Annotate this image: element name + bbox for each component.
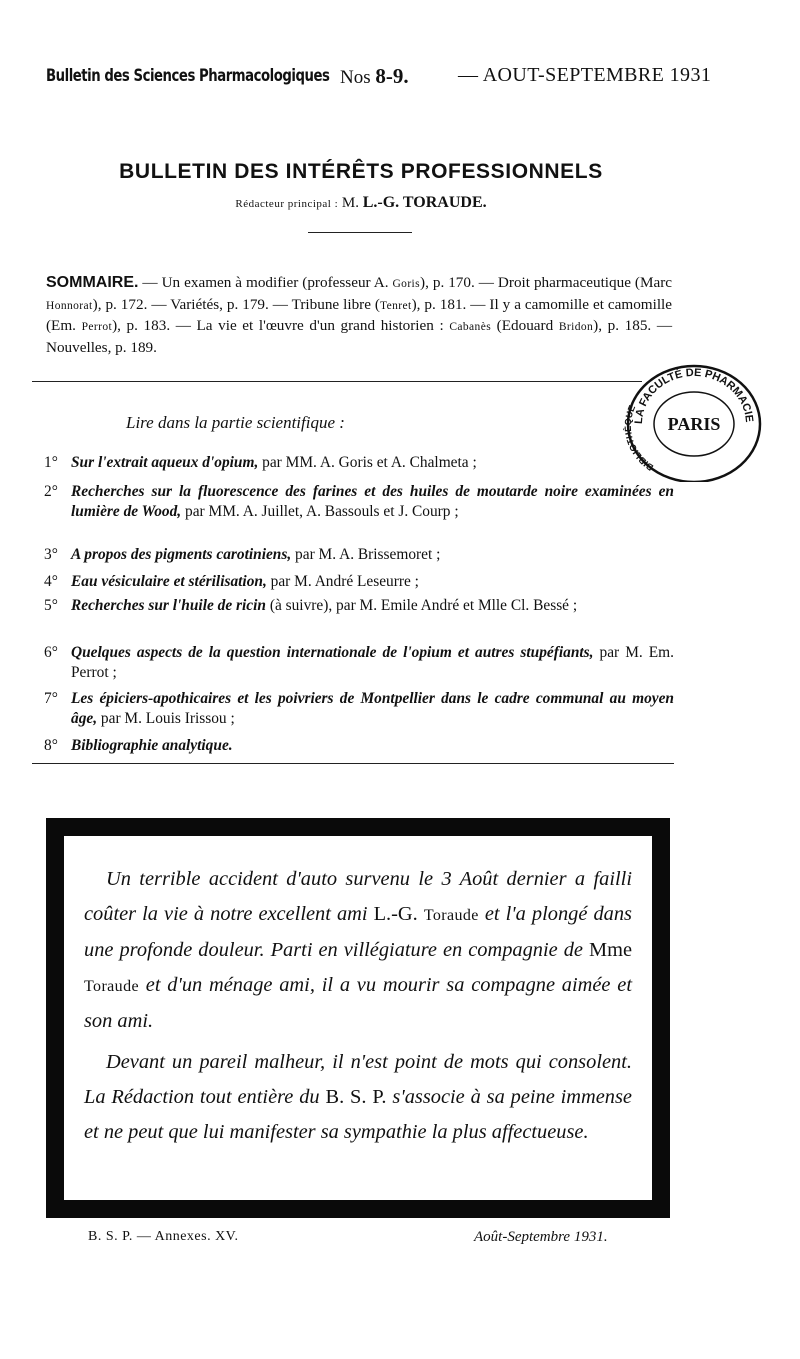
summary-label: SOMMAIRE. (46, 274, 139, 291)
item-number: 2° (44, 483, 58, 500)
mourning-notice (84, 862, 632, 1150)
item-title: Recherches sur l'huile de ricin (71, 597, 266, 614)
item-number: 8° (44, 737, 58, 754)
contents-item (44, 453, 674, 473)
contents-item (44, 482, 674, 521)
contents-item (44, 736, 674, 756)
summary-text: — Un examen à modifier (professeur A. (138, 274, 393, 291)
item-authors: par M. Louis Irissou ; (97, 709, 235, 727)
editor-line (0, 194, 722, 212)
item-authors: (à suivre), par M. Emile André et Mlle Cl. Bessé ; (265, 597, 578, 614)
page-title: BULLETIN DES INTÉRÊTS PROFESSIONNELS (119, 160, 603, 183)
item-number: 4° (44, 573, 58, 590)
item-authors: par MM. A. Juillet, A. Bassouls et J. Courp ; (181, 502, 459, 520)
notice-text: s'associe à sa peine immense et ne peut que lui manifester sa sympathie la plus affectueuse. (84, 1086, 632, 1143)
item-number: 3° (44, 546, 58, 563)
summary-text: ), p. 172. — Variétés, p. 179. — Tribune libre ( (92, 295, 380, 313)
title-divider (308, 232, 412, 233)
editor-label: Rédacteur principal : (235, 198, 339, 210)
stamp-ring-left-text: BIBLIOTHÈQUE (622, 403, 656, 473)
contents-divider (32, 763, 674, 764)
item-number: 1° (44, 454, 58, 471)
scientific-part-heading: Lire dans la partie scientifique : (126, 413, 345, 432)
contents-item (44, 596, 674, 616)
summary-text: ), p. 183. — La vie et l'œuvre d'un grand historien : (112, 317, 450, 335)
notice-name: Toraude (84, 978, 139, 995)
summary-author: Goris (392, 278, 421, 290)
summary-author: Bridon (558, 321, 594, 334)
notice-name: B. S. P. (325, 1086, 387, 1108)
issue-prefix: Nos (340, 67, 371, 88)
summary-text: (Edouard (491, 317, 559, 335)
editor-name-prefix: M. (341, 195, 359, 211)
issue-number (340, 64, 409, 89)
notice-paragraph (84, 1045, 632, 1150)
item-title: Quelques aspects de la question internationale de l'opium et autres stupéfiants, (71, 644, 594, 661)
journal-name: Bulletin des Sciences Pharmacologiques (46, 66, 330, 86)
footer-left: B. S. P. — Annexes. XV. (88, 1229, 239, 1244)
item-number: 6° (44, 644, 58, 661)
summary-author: Perrot (81, 321, 113, 334)
item-authors: par M. A. Brissemoret ; (291, 546, 441, 563)
section-divider (32, 381, 642, 382)
notice-text: Un terrible accident d'auto survenu le 3 Août dernier a failli coûter la vie à notre excellent ami (84, 868, 632, 925)
item-title: Les épiciers-apothicaires et les poivriers de Montpellier dans le cadre communal au moyen âge, (71, 690, 674, 727)
item-number: 7° (44, 690, 58, 707)
item-title: A propos des pigments carotiniens, (71, 546, 292, 563)
notice-name: Mme (588, 939, 632, 961)
notice-text: Devant un pareil malheur, il n'est point de mots qui consolent. La Rédaction tout entière du (84, 1051, 632, 1108)
issue-date: — AOUT-SEPTEMBRE 1931 (458, 64, 712, 86)
notice-name: Toraude (423, 907, 479, 924)
stamp-ring-text: LA FACULTÉ DE PHARMACIE (632, 366, 756, 425)
summary-author: Tenret (379, 299, 412, 312)
summary-text: ), p. 170. — Droit pharmaceutique (Marc (420, 274, 673, 291)
notice-name: L.-G. (373, 903, 424, 925)
issue-number-value: 8-9. (375, 64, 409, 88)
item-authors: par MM. A. Goris et A. Chalmeta ; (258, 454, 477, 471)
footer-right: Août-Septembre 1931. (474, 1229, 608, 1245)
item-number: 5° (44, 597, 58, 614)
item-title: Sur l'extrait aqueux d'opium, (71, 454, 259, 471)
notice-text: et d'un ménage ami, il a vu mourir sa compagne aimée et son ami. (84, 974, 632, 1032)
stamp-center-text: PARIS (667, 414, 721, 434)
notice-paragraph (84, 862, 632, 1039)
item-title: Eau vésiculaire et stérilisation, (71, 573, 267, 590)
contents-item (44, 689, 674, 728)
summary-author: Honnorat (46, 299, 93, 312)
item-authors: par M. Em. Perrot ; (71, 644, 674, 681)
summary-text: ), p. 185. — Nouvelles, p. 189. (46, 317, 673, 356)
contents-item (44, 643, 674, 682)
contents-item (44, 545, 674, 565)
editor-name: L.-G. TORAUDE. (362, 194, 487, 211)
item-title: Bibliographie analytique. (71, 737, 233, 754)
item-authors: par M. André Leseurre ; (266, 573, 419, 590)
contents-item (44, 572, 674, 592)
summary-text: ), p. 181. — Il y a camomille et camomille (Em. (46, 295, 672, 335)
summary-author: Cabanès (449, 321, 492, 334)
notice-text: et l'a plongé dans une profonde douleur. Parti en villégiature en compagnie de (84, 903, 632, 961)
summary-paragraph (46, 273, 672, 357)
item-title: Recherches sur la fluorescence des farines et des huiles de moutarde noire examinées en lumière de Wood, (71, 483, 674, 520)
